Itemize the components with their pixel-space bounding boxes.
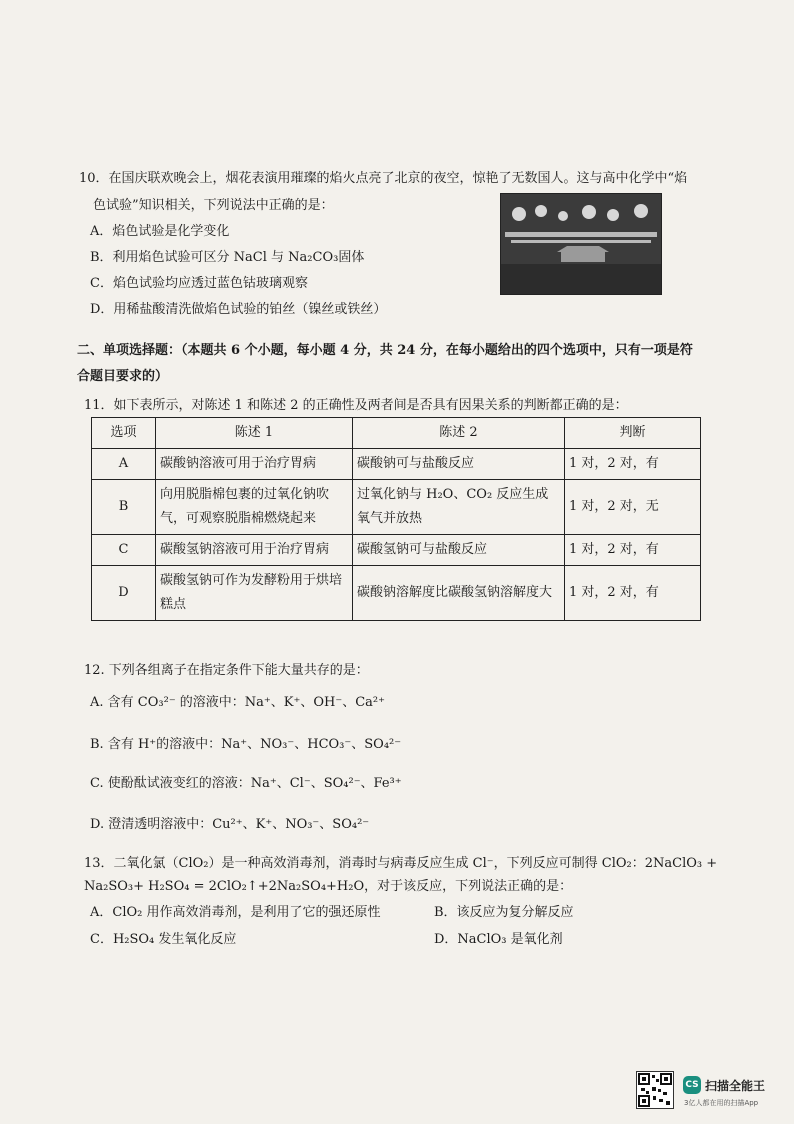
table-cell: 1 对，2 对，有 (565, 535, 701, 566)
table-cell: D (92, 566, 156, 621)
table-cell: 1 对，2 对，有 (565, 449, 701, 480)
q12-option-a: A. 含有 CO₃²⁻ 的溶液中：Na⁺、K⁺、OH⁻、Ca²⁺ (90, 695, 385, 710)
q10-option-a: A．焰色试验是化学变化 (90, 224, 230, 239)
q12-option-c: C. 使酚酞试液变红的溶液：Na⁺、Cl⁻、SO₄²⁻、Fe³⁺ (90, 776, 402, 791)
table-header-cell: 判断 (565, 418, 701, 449)
table-row (92, 480, 701, 535)
camscanner-logo: CS (683, 1076, 701, 1094)
table-cell: 碳酸钠溶解度比碳酸氢钠溶解度大 (353, 566, 565, 621)
table-cell: 碳酸氢钠可作为发酵粉用于烘培糕点 (156, 566, 353, 621)
q10-stem-line2: 色试验”知识相关，下列说法中正确的是： (93, 198, 334, 213)
q10-option-c: C．焰色试验均应透过蓝色钴玻璃观察 (90, 276, 308, 291)
table-cell: C (92, 535, 156, 566)
q13-stem-line1: 13．二氧化氯（ClO₂）是一种高效消毒剂，消毒时与病毒反应生成 Cl⁻，下列反应可制得 ClO₂：2NaClO₃ + (84, 856, 718, 871)
table-cell: 1 对，2 对，无 (565, 480, 701, 535)
table-row (92, 449, 701, 480)
table-header-cell: 陈述 2 (353, 418, 565, 449)
q13-stem-line2: Na₂SO₃+ H₂SO₄ = 2ClO₂↑+2Na₂SO₄+H₂O，对于该反应，下列说法正确的是： (84, 879, 573, 894)
table-row (92, 566, 701, 621)
table-header-cell: 选项 (92, 418, 156, 449)
q13-option-a: A．ClO₂ 用作高效消毒剂，是利用了它的强还原性 (90, 905, 381, 920)
table-cell: B (92, 480, 156, 535)
q11-stem: 11．如下表所示，对陈述 1 和陈述 2 的正确性及两者间是否具有因果关系的判断都正确的是： (84, 398, 628, 413)
camscanner-brand: 扫描全能王 (705, 1079, 766, 1093)
camscanner-tagline: 3亿人都在用的扫描App (684, 1099, 759, 1107)
table-cell: 过氧化钠与 H₂O、CO₂ 反应生成氧气并放热 (353, 480, 565, 535)
q13-option-d: D．NaClO₃ 是氧化剂 (434, 932, 563, 947)
q11-table (91, 417, 701, 621)
section2-title-line1: 二、单项选择题：（本题共 6 个小题，每小题 4 分，共 24 分，在每小题给出的四个选项中，只有一项是符 (77, 343, 693, 358)
q13-option-c: C．H₂SO₄ 发生氧化反应 (90, 932, 237, 947)
table-cell: 碳酸氢钠溶液可用于治疗胃病 (156, 535, 353, 566)
table-cell: 碳酸钠溶液可用于治疗胃病 (156, 449, 353, 480)
q12-option-d: D. 澄清透明溶液中：Cu²⁺、K⁺、NO₃⁻、SO₄²⁻ (90, 817, 370, 832)
q10-option-b: B．利用焰色试验可区分 NaCl 与 Na₂CO₃固体 (90, 250, 365, 265)
table-cell: 碳酸氢钠可与盐酸反应 (353, 535, 565, 566)
table-row (92, 535, 701, 566)
table-cell: 碳酸钠可与盐酸反应 (353, 449, 565, 480)
q10-option-d: D．用稀盐酸清洗做焰色试验的铂丝（镍丝或铁丝） (90, 302, 387, 317)
q12-option-b: B. 含有 H⁺的溶液中：Na⁺、NO₃⁻、HCO₃⁻、SO₄²⁻ (90, 737, 402, 752)
table-cell: 1 对，2 对，有 (565, 566, 701, 621)
table-cell: A (92, 449, 156, 480)
table-cell: 向用脱脂棉包裹的过氧化钠吹气，可观察脱脂棉燃烧起来 (156, 480, 353, 535)
fireworks-photo (500, 193, 662, 295)
q10-stem-line1: 10．在国庆联欢晚会上，烟花表演用璀璨的焰火点亮了北京的夜空，惊艳了无数国人。这与高中化学中“焰 (79, 171, 688, 186)
table-header-cell: 陈述 1 (156, 418, 353, 449)
table-header-row (92, 418, 701, 449)
q12-stem: 12. 下列各组离子在指定条件下能大量共存的是： (84, 663, 369, 678)
q13-option-b: B．该反应为复分解反应 (434, 905, 574, 920)
section2-title-line2: 合题目要求的） (77, 369, 169, 384)
qr-code-icon (636, 1071, 674, 1109)
